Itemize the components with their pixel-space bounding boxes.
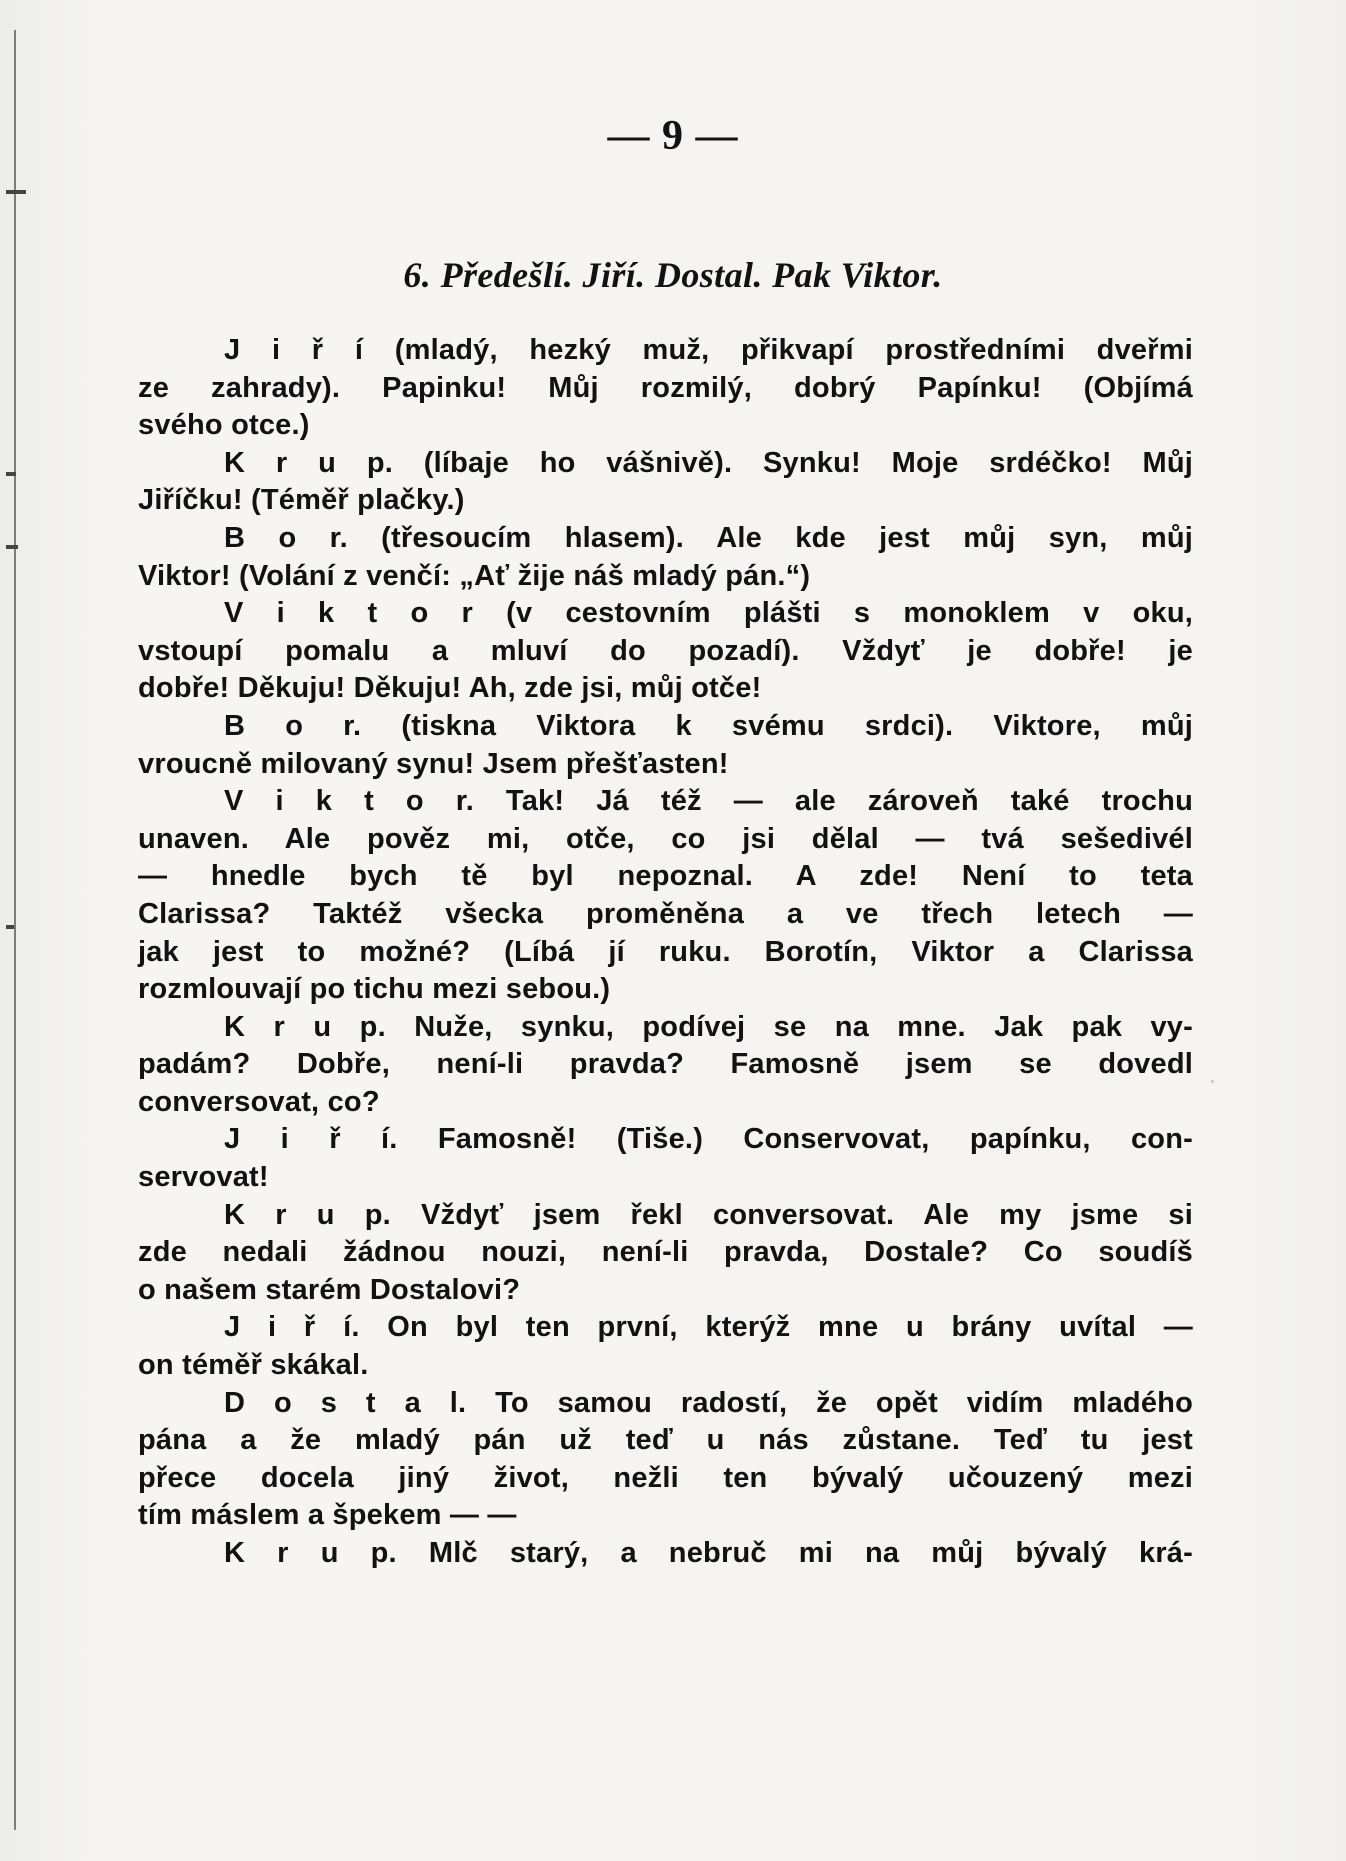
text-line: V i k t o r. Tak! Já též — ale zároveň také trochu <box>224 785 1193 818</box>
text-line: tím máslem a špekem — — <box>138 1499 517 1532</box>
text-line: — hnedle bych tě byl nepoznal. A zde! Není to teta <box>138 860 1193 893</box>
text-line: vroucně milovaný synu! Jsem přešťasten! <box>138 747 729 780</box>
binding-mark <box>6 925 14 929</box>
text-line: ze zahrady). Papinku! Můj rozmilý, dobrý Papínku! (Objímá <box>138 371 1193 404</box>
text-line: B o r. (tiskna Viktora k svému srdci). Viktore, můj <box>224 709 1193 742</box>
text-line: rozmlouvají po tichu mezi sebou.) <box>138 973 611 1006</box>
text-line: on téměř skákal. <box>138 1349 369 1382</box>
text-line: servovat! <box>138 1161 269 1194</box>
text-line: K r u p. Nuže, synku, podívej se na mne. Jak pak vy- <box>224 1010 1193 1043</box>
text-line: J i ř í (mladý, hezký muž, přikvapí prostředními dveřmi <box>224 334 1193 366</box>
page-number: — 9 — <box>607 113 739 159</box>
text-line: zde nedali žádnou nouzi, není-li pravda, Dostale? Co soudíš <box>138 1236 1193 1269</box>
text-line: Clarissa? Taktéž všecka proměněna a ve třech letech — <box>138 897 1193 930</box>
text-line: svého otce.) <box>138 409 310 442</box>
text-line: vstoupí pomalu a mluví do pozadí). Vždyť je dobře! je <box>138 634 1193 667</box>
text-line: K r u p. (líbaje ho vášnivě). Synku! Moje srdéčko! Můj <box>224 446 1193 479</box>
text-line: D o s t a l. To samou radostí, že opět vidím mladého <box>224 1386 1193 1419</box>
text-line: dobře! Děkuju! Děkuju! Ah, zde jsi, můj otče! <box>138 672 762 705</box>
text-line: padám? Dobře, není-li pravda? Famosně jsem se dovedl <box>138 1048 1193 1081</box>
page-speck <box>1211 1080 1214 1083</box>
text-line: o našem starém Dostalovi? <box>138 1273 521 1306</box>
text-line: Viktor! (Volání z venčí: „Ať žije náš mladý pán.“) <box>138 559 811 592</box>
text-line: Jiříčku! (Téměř plačky.) <box>138 484 465 517</box>
scene-heading: 6. Předešlí. Jiří. Dostal. Pak Viktor. <box>403 255 943 295</box>
dialogue-text-block <box>138 332 1193 1573</box>
text-line: J i ř í. Famosně! (Tiše.) Conservovat, papínku, con- <box>224 1123 1193 1156</box>
text-line: pána a že mladý pán už teď u nás zůstane. Teď tu jest <box>138 1424 1193 1457</box>
binding-mark <box>6 190 26 194</box>
text-line: přece docela jiný život, nežli ten bývalý učouzený mezi <box>138 1461 1193 1494</box>
binding-mark <box>6 472 16 476</box>
text-line: conversovat, co? <box>138 1085 380 1118</box>
text-line: K r u p. Vždyť jsem řekl conversovat. Ale my jsme si <box>224 1198 1193 1231</box>
text-line: K r u p. Mlč starý, a nebruč mi na můj bývalý krá- <box>224 1537 1193 1569</box>
text-line: jak jest to možné? (Líbá jí ruku. Borotín, Viktor a Clarissa <box>138 935 1193 968</box>
text-line: J i ř í. On byl ten první, kterýž mne u brány uvítal — <box>224 1311 1193 1344</box>
binding-edge <box>14 30 16 1830</box>
binding-mark <box>6 545 18 549</box>
text-line: V i k t o r (v cestovním plášti s monoklem v oku, <box>224 597 1193 630</box>
text-line: unaven. Ale pověz mi, otče, co jsi dělal — tvá sešedivél <box>138 822 1193 855</box>
text-line: B o r. (třesoucím hlasem). Ale kde jest můj syn, můj <box>224 521 1193 554</box>
